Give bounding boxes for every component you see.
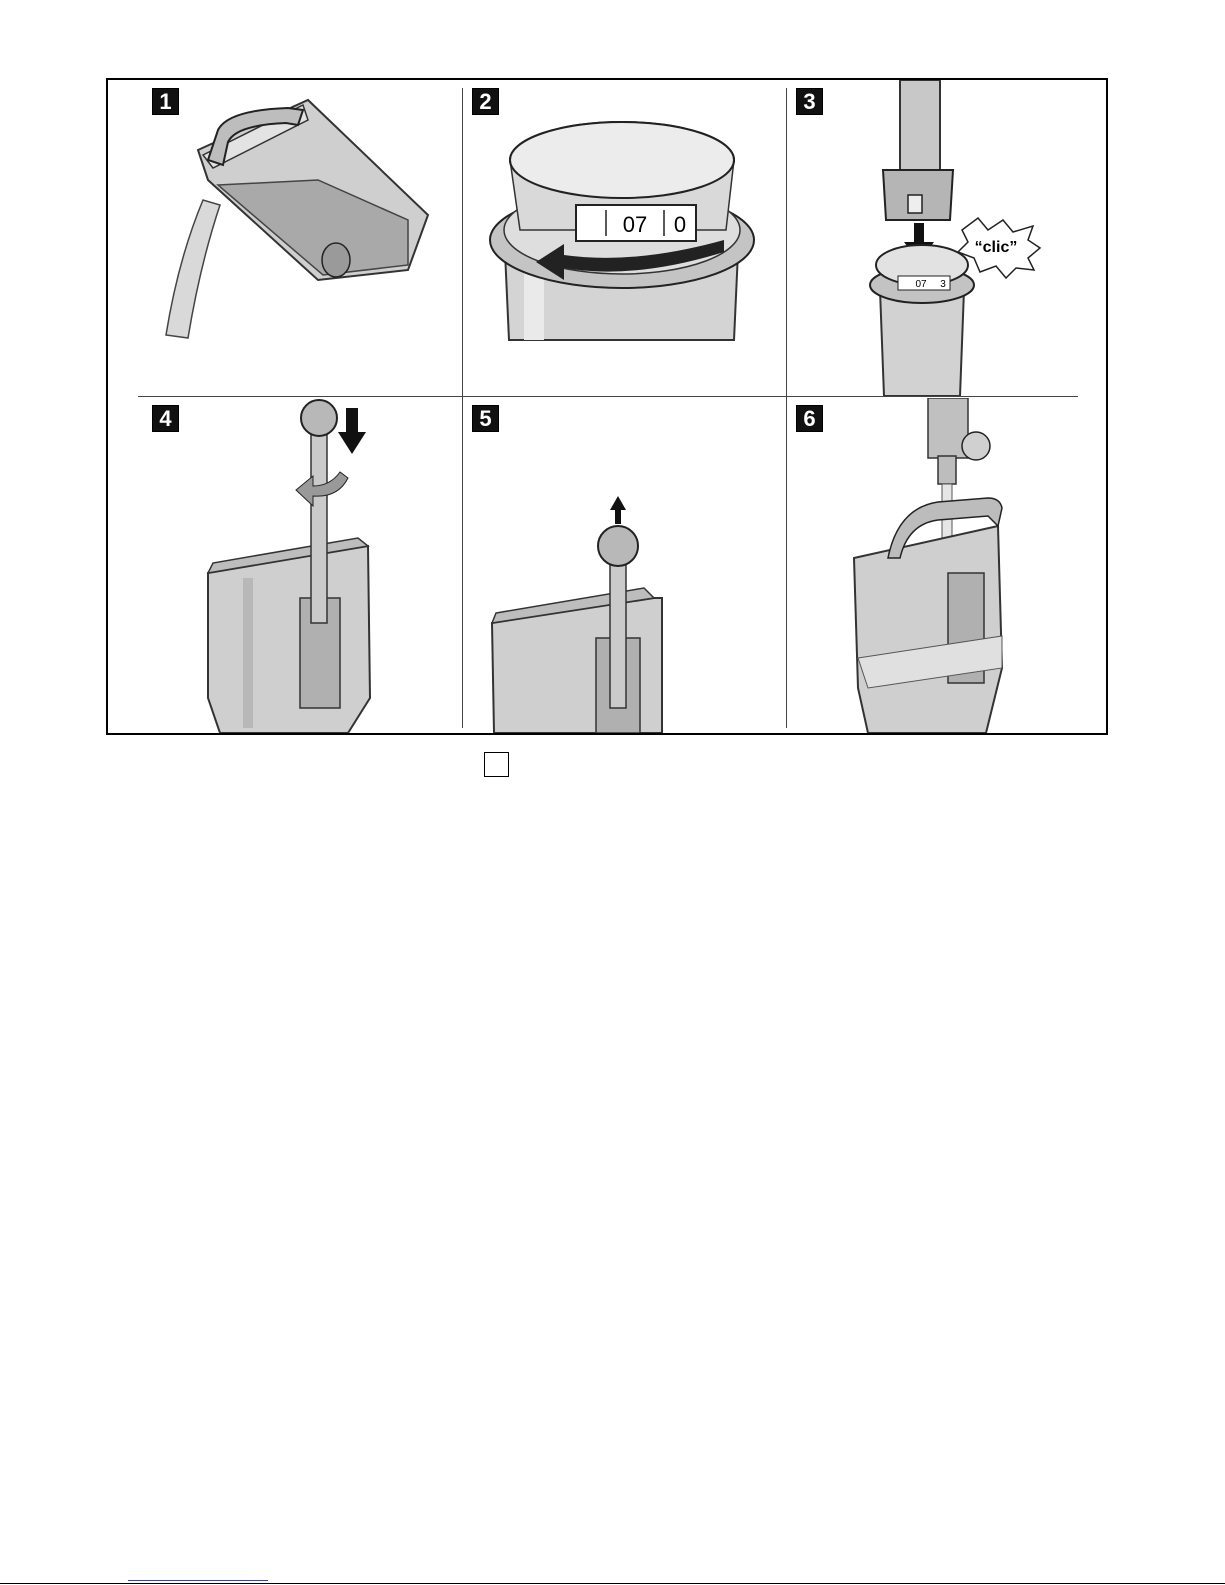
tank-pouring-illustration (108, 80, 462, 396)
dial-value: 07 (622, 212, 648, 237)
clic-callout: “clic” (974, 239, 1018, 256)
step-number-badge: 4 (152, 405, 179, 432)
step-number-badge: 5 (472, 405, 499, 432)
filter-dial-illustration (464, 80, 786, 396)
step-4-panel (108, 398, 462, 733)
step-3-panel (788, 80, 1106, 396)
panel-divider (462, 88, 463, 728)
step-2-panel (464, 80, 786, 396)
remove-rod-illustration (464, 398, 786, 733)
dial-value: 07 (915, 279, 927, 290)
filter-attach-illustration (788, 80, 1106, 396)
step-number-badge: 1 (152, 88, 179, 115)
step-5-panel (464, 398, 786, 733)
instruction-figure (106, 78, 1108, 735)
dial-next-value: 3 (940, 279, 946, 290)
footer-link-underline (128, 1580, 268, 1581)
footer-rule (0, 1583, 1225, 1584)
step-number-badge: 2 (472, 88, 499, 115)
panel-divider (786, 88, 787, 728)
insert-filter-illustration (108, 398, 462, 733)
panel-divider (138, 396, 1078, 397)
step-number-badge: 6 (796, 405, 823, 432)
fill-tank-illustration (788, 398, 1106, 733)
step-6-panel (788, 398, 1106, 733)
up-arrow-icon (610, 496, 626, 524)
step-1-panel (108, 80, 462, 396)
dial-next-value: 0 (673, 212, 687, 237)
page-marker-box (484, 752, 509, 777)
step-number-badge: 3 (796, 88, 823, 115)
